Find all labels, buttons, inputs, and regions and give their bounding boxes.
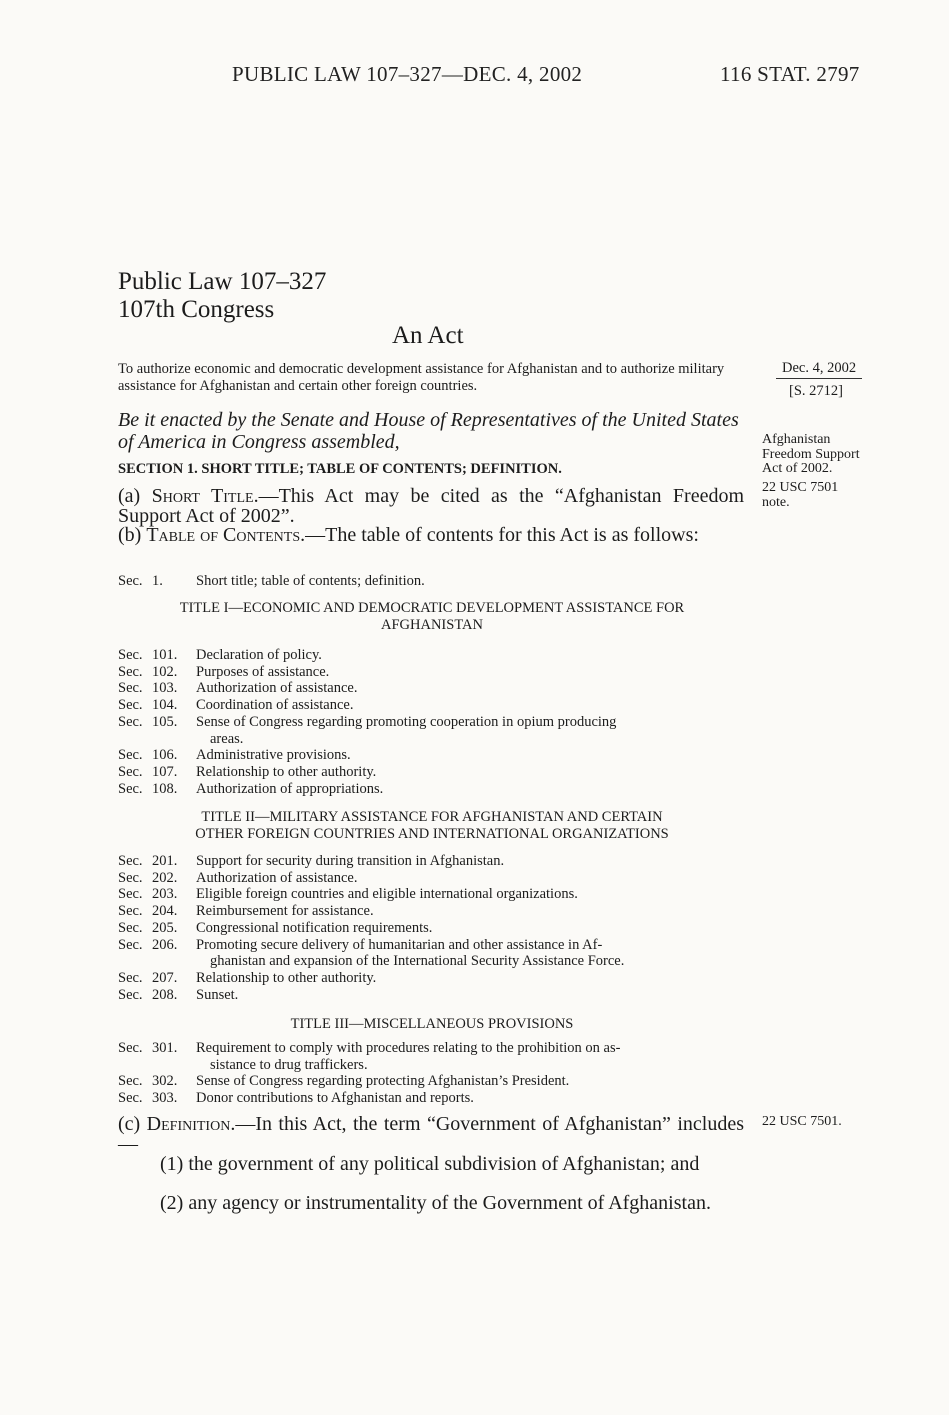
purpose-statement: To authorize economic and democratic development assistance for Afghanistan and to authorize military assistance for Afghanistan and certain other foreign countries.: [118, 361, 725, 394]
toc-sec-number: 203.: [152, 886, 178, 903]
toc-sec-text: Purposes of assistance.: [196, 663, 330, 680]
para-label: (c): [118, 1113, 147, 1135]
para-caption: Table of Contents: [146, 524, 301, 546]
para-text: .—This Act may be cited as the “Afghanistan Freedom Support Act of 2002”.: [118, 485, 745, 527]
toc-sec-label: Sec.: [118, 747, 143, 764]
para-label: (a): [118, 485, 152, 507]
toc-sec-label: Sec.: [118, 1090, 143, 1107]
toc-row: [118, 664, 748, 681]
margin-rule: [776, 378, 862, 379]
margin-note-line: note.: [762, 494, 790, 510]
toc-title-line: OTHER FOREIGN COUNTRIES AND INTERNATIONAL ORGANIZATIONS: [195, 826, 669, 842]
toc-continuation: ghanistan and expansion of the International Security Assistance Force.: [210, 953, 625, 970]
para-text: .—The table of contents for this Act is as follows:: [300, 524, 699, 546]
toc-row: [118, 870, 748, 887]
toc-sec-text: Reimbursement for assistance.: [196, 903, 374, 920]
toc-row: [118, 937, 748, 954]
toc-title-1-list: [118, 647, 748, 797]
toc-sec-number: 207.: [152, 969, 178, 986]
toc-sec-label: Sec.: [118, 853, 143, 869]
paragraph-c-2: (2) any agency or instrumentality of the Government of Afghanistan.: [160, 1192, 711, 1214]
toc-sec-number: 107.: [152, 763, 178, 780]
toc-title-line: AFGHANISTAN: [381, 617, 483, 633]
toc-sec-label: Sec.: [118, 780, 143, 797]
toc-sec-label: Sec.: [118, 647, 143, 663]
margin-note-line: 22 USC 7501: [762, 480, 839, 495]
toc-title-line: TITLE III—MISCELLANEOUS PROVISIONS: [290, 1016, 574, 1032]
toc-title-line: TITLE I—ECONOMIC AND DEMOCRATIC DEVELOPMENT ASSISTANCE FOR: [179, 600, 685, 616]
toc-sec-text: Authorization of assistance.: [196, 680, 358, 697]
toc-continuation: areas.: [210, 730, 244, 747]
toc-sec-label: Sec.: [118, 573, 143, 589]
toc-title-1-heading: [112, 600, 752, 634]
toc-sec-text: Relationship to other authority.: [196, 763, 377, 780]
act-title: An Act: [392, 322, 464, 349]
toc-sec-text: Authorization of assistance.: [196, 869, 358, 886]
toc-section-1: [118, 573, 748, 590]
toc-sec-text: Administrative provisions.: [196, 747, 351, 764]
public-law-number: Public Law 107–327: [118, 268, 327, 295]
toc-row: [118, 920, 748, 937]
toc-sec-number: 103.: [152, 680, 178, 697]
toc-row: [118, 886, 748, 903]
congress-number: 107th Congress: [118, 296, 275, 323]
toc-title-3-list: [118, 1040, 748, 1107]
toc-sec-label: Sec.: [118, 713, 143, 730]
toc-sec-label: Sec.: [118, 763, 143, 780]
toc-sec-text: Donor contributions to Afghanistan and reports.: [196, 1090, 474, 1107]
toc-sec-number: 108.: [152, 780, 178, 797]
toc-sec-number: 206.: [152, 936, 178, 953]
toc-sec-text: Sense of Congress regarding protecting Afghanistan’s President.: [196, 1073, 570, 1090]
toc-sec-label: Sec.: [118, 969, 143, 986]
toc-sec-number: 208.: [152, 986, 178, 1003]
toc-sec-number: 102.: [152, 663, 178, 680]
toc-sec-number: 302.: [152, 1073, 178, 1090]
toc-row: [118, 1040, 748, 1057]
margin-note-usc: [762, 481, 838, 510]
toc-sec-text: Authorization of appropriations.: [196, 780, 384, 797]
toc-row: [118, 1073, 748, 1090]
toc-sec-label: Sec.: [118, 886, 143, 903]
toc-sec-label: Sec.: [118, 919, 143, 936]
toc-sec-number: 204.: [152, 903, 178, 920]
para-text: .—In this Act, the term “Government of Afghanistan” includes—: [118, 1113, 744, 1155]
toc-sec-number: 104.: [152, 697, 178, 714]
toc-sec-number: 101.: [152, 647, 178, 663]
toc-row: [118, 747, 748, 764]
margin-date: Dec. 4, 2002: [782, 360, 857, 376]
paragraph-b-table-of-contents: [118, 525, 744, 545]
para-caption: Short Title: [151, 485, 254, 507]
toc-sec-label: Sec.: [118, 680, 143, 697]
toc-title-line: TITLE II—MILITARY ASSISTANCE FOR AFGHANISTAN AND CERTAIN: [201, 809, 663, 825]
toc-sec-label: Sec.: [118, 936, 143, 953]
toc-sec-label: Sec.: [118, 869, 143, 886]
toc-sec-number: 106.: [152, 747, 178, 764]
para-label: (b): [118, 524, 147, 546]
toc-row: [118, 1090, 748, 1107]
toc-row: [118, 970, 748, 987]
margin-note-definition-usc: 22 USC 7501.: [762, 1114, 842, 1129]
toc-title-3-heading: [112, 1016, 752, 1033]
para-caption: Definition: [146, 1113, 231, 1135]
enacting-clause: Be it enacted by the Senate and House of Representatives of the United States of America in Congress assembled,: [118, 409, 739, 453]
paragraph-a-short-title: [118, 486, 744, 526]
toc-sec-number: 205.: [152, 919, 178, 936]
toc-sec-text: Eligible foreign countries and eligible international organizations.: [196, 886, 578, 903]
toc-row: [118, 987, 748, 1004]
toc-sec-number: 202.: [152, 869, 178, 886]
running-header-page: 116 STAT. 2797: [720, 62, 860, 86]
margin-note-line: Act of 2002.: [762, 461, 833, 476]
toc-sec-text: Short title; table of contents; definition.: [196, 573, 425, 589]
toc-row: [118, 853, 748, 870]
toc-sec-text: Sunset.: [196, 986, 239, 1003]
toc-sec-number: 301.: [152, 1040, 178, 1056]
toc-row: [118, 781, 748, 798]
margin-note-line: Freedom Support: [762, 446, 860, 462]
margin-bill-number: [S. 2712]: [789, 383, 843, 399]
toc-sec-number: 303.: [152, 1090, 178, 1107]
toc-sec-text: Sense of Congress regarding promoting cooperation in opium producing: [196, 713, 617, 730]
running-header-left: PUBLIC LAW 107–327—DEC. 4, 2002: [232, 62, 583, 86]
toc-row: [118, 680, 748, 697]
paragraph-c-1: (1) the government of any political subdivision of Afghanistan; and: [160, 1153, 700, 1175]
toc-row: [118, 573, 748, 590]
toc-sec-number: 201.: [152, 853, 178, 869]
toc-sec-text: Requirement to comply with procedures relating to the prohibition on as-: [196, 1040, 621, 1056]
toc-row: [118, 903, 748, 920]
toc-sec-text: Coordination of assistance.: [196, 697, 354, 714]
toc-continuation: sistance to drug traffickers.: [210, 1056, 368, 1073]
toc-sec-label: Sec.: [118, 986, 143, 1003]
toc-sec-text: Relationship to other authority.: [196, 969, 377, 986]
toc-sec-number: 105.: [152, 713, 178, 730]
toc-sec-label: Sec.: [118, 663, 143, 680]
toc-sec-label: Sec.: [118, 903, 143, 920]
toc-sec-number: 1.: [152, 573, 163, 589]
margin-note-short-title: [762, 433, 860, 477]
toc-sec-label: Sec.: [118, 697, 143, 714]
toc-sec-label: Sec.: [118, 1040, 143, 1056]
toc-row: [118, 714, 748, 731]
toc-sec-label: Sec.: [118, 1073, 143, 1090]
toc-sec-text: Promoting secure delivery of humanitarian and other assistance in Af-: [196, 936, 603, 953]
toc-title-2-heading: [112, 809, 752, 843]
section-1-heading: SECTION 1. SHORT TITLE; TABLE OF CONTENTS; DEFINITION.: [118, 461, 562, 477]
toc-row: [118, 697, 748, 714]
margin-note-line: Afghanistan: [762, 432, 831, 447]
toc-row: [118, 764, 748, 781]
toc-sec-text: Support for security during transition in Afghanistan.: [196, 853, 505, 869]
toc-title-2-list: [118, 853, 748, 1003]
toc-row: [118, 647, 748, 664]
paragraph-c-definition: [118, 1114, 744, 1154]
toc-sec-text: Declaration of policy.: [196, 647, 322, 663]
toc-sec-text: Congressional notification requirements.: [196, 919, 433, 936]
